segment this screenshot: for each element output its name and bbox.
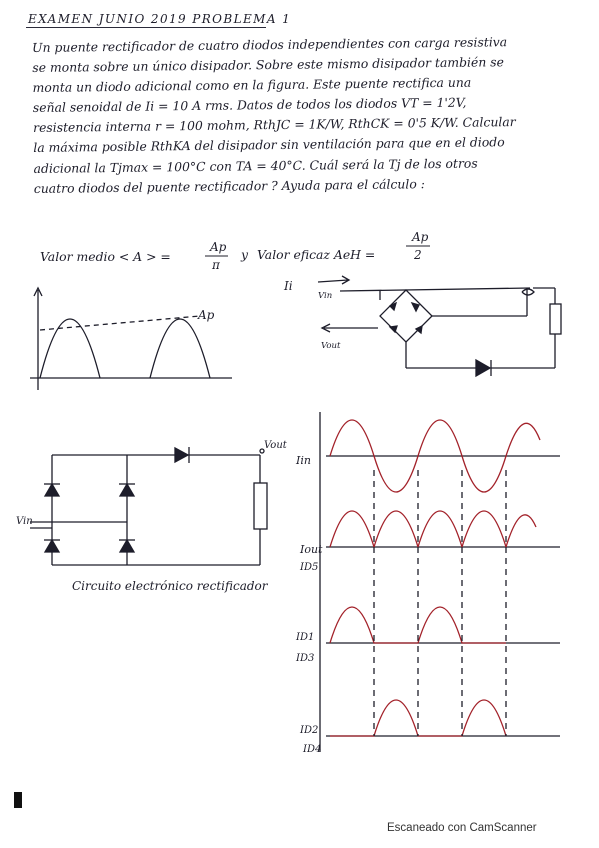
- diode-d3: [45, 540, 59, 552]
- diode-bridge: [380, 290, 432, 342]
- circuit-vin-label: Vin: [16, 516, 33, 527]
- extra-diode: [476, 360, 490, 376]
- timing-label: ID1: [296, 632, 315, 643]
- statement-line: resistencia interna r = 100 mohm, RthJC = 1K/W, RthCK = 0'5 K/W. Calcular: [33, 114, 516, 136]
- timing-label: Iout: [300, 543, 323, 556]
- bridge-diagram-figure: [318, 276, 561, 376]
- scanner-watermark: Escaneado con CamScanner: [387, 822, 537, 834]
- diode-d4: [120, 540, 134, 552]
- circuit-caption: Circuito electrónico rectificador: [72, 579, 268, 593]
- statement-line: cuatro diodos del puente rectificador ? Ayuda para el cálculo :: [33, 175, 425, 196]
- statement-line: señal senoidal de Ii = 10 A rms. Datos de todos los diodos VT = 1'2V,: [32, 94, 467, 116]
- bridge-diodes: [390, 303, 422, 333]
- mean-value-label: Valor medio < A > =: [40, 249, 171, 264]
- terminal-node: [522, 289, 534, 295]
- input-wire: [340, 288, 530, 291]
- vout-label: Vout: [321, 341, 341, 351]
- peak-dashed-line: [40, 316, 200, 330]
- statement-line: monta un diodo adicional como en la figura. Este puente rectifica una: [32, 74, 472, 96]
- scan-corner-mark: [14, 792, 22, 808]
- timing-diagram-figure: [320, 412, 560, 752]
- timing-label: ID4: [303, 744, 322, 755]
- timing-label: ID5: [300, 562, 319, 573]
- circuit-vout-label: Vout: [264, 440, 287, 451]
- statement-line: adicional la Tjmax = 100°C con TA = 40°C. Cuál será la Tj de los otros: [33, 155, 478, 176]
- statement-line: la máxima posible RthKA del disipador sin ventilación para que en el diodo: [33, 134, 505, 156]
- vin-label: Vin: [318, 291, 333, 301]
- diode-d5: [175, 448, 188, 462]
- timing-label: ID2: [300, 725, 319, 736]
- peak-label: Ap: [198, 308, 215, 322]
- statement-line: Un puente rectificador de cuatro diodos independientes con carga resistiva: [32, 34, 508, 55]
- load-resistor: [550, 304, 561, 334]
- input-arrow: [318, 280, 348, 282]
- current-label: Ii: [284, 279, 293, 293]
- diode-d2: [120, 484, 134, 496]
- iout-trace: [330, 511, 536, 547]
- rms-denominator: 2: [414, 248, 422, 262]
- rectified-waveform-figure: [30, 288, 232, 390]
- page-title: EXAMEN JUNIO 2019 PROBLEMA 1: [28, 12, 292, 26]
- load-resistor: [254, 483, 267, 529]
- mean-denominator: π: [212, 258, 220, 272]
- mean-numerator: Ap: [210, 240, 227, 254]
- diode-d1: [45, 484, 59, 496]
- timing-label: ID3: [296, 653, 315, 664]
- timing-label: Iin: [296, 454, 311, 467]
- rms-numerator: Ap: [412, 230, 429, 244]
- half-wave-pulse: [150, 319, 210, 378]
- statement-line: se monta sobre un único disipador. Sobre este mismo disipador también se: [32, 54, 504, 76]
- phase-guides: [374, 470, 506, 736]
- rectifier-circuit-figure: [30, 447, 267, 565]
- help-formula: [40, 230, 430, 272]
- rms-value-label: Valor eficaz AeH =: [257, 247, 376, 262]
- formula-joiner: y: [241, 247, 248, 262]
